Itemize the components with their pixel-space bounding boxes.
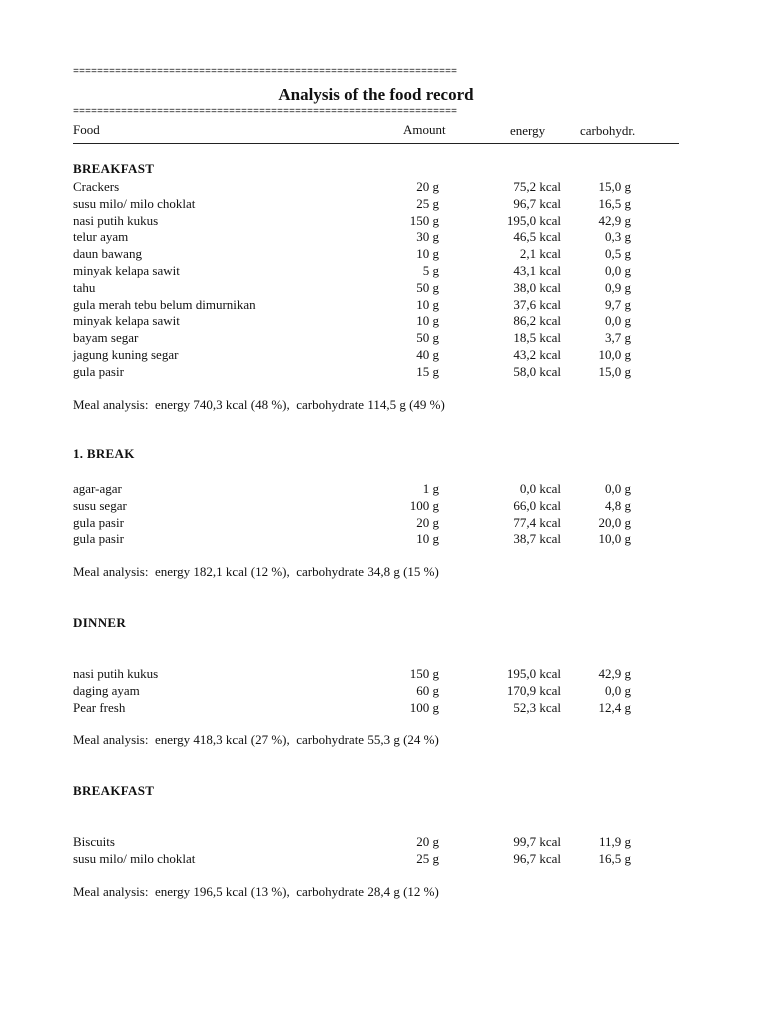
header-energy: energy	[510, 123, 546, 138]
food-energy: 66,0 kcal	[513, 497, 561, 513]
food-energy: 58,0 kcal	[513, 363, 561, 379]
food-row	[73, 195, 679, 212]
food-carbohydrate: 0,0 g	[605, 263, 631, 278]
food-carbohydrate: 0,9 g	[605, 279, 631, 295]
food-row	[73, 279, 679, 296]
top-separator: ================================================================	[73, 67, 458, 78]
header-food: Food	[73, 122, 100, 137]
food-amount: 15 g	[416, 363, 439, 379]
food-amount: 50 g	[416, 279, 439, 295]
food-carbohydrate: 16,5 g	[598, 195, 631, 211]
food-name: gula pasir	[73, 531, 124, 547]
section-title: 1. BREAK	[73, 446, 135, 461]
food-row	[73, 850, 679, 867]
food-energy: 43,1 kcal	[513, 263, 561, 278]
food-amount: 1 g	[422, 481, 439, 496]
food-name: Pear fresh	[73, 699, 126, 715]
food-name: jagung kuning segar	[73, 347, 179, 362]
food-amount: 150 g	[409, 212, 439, 228]
food-energy: 52,3 kcal	[513, 699, 561, 715]
food-amount: 20 g	[416, 179, 439, 194]
food-energy: 75,2 kcal	[513, 179, 561, 194]
food-name: gula pasir	[73, 363, 124, 379]
food-carbohydrate: 10,0 g	[598, 347, 631, 362]
food-row	[73, 245, 679, 262]
food-amount: 50 g	[416, 330, 439, 346]
food-energy: 2,1 kcal	[519, 246, 561, 262]
food-name: nasi putih kukus	[73, 666, 159, 681]
food-row	[73, 497, 679, 514]
food-row	[73, 212, 679, 229]
food-name: susu segar	[73, 497, 127, 513]
food-carbohydrate: 0,5 g	[605, 246, 631, 262]
food-energy: 195,0 kcal	[506, 212, 561, 228]
food-amount: 10 g	[416, 313, 439, 329]
food-carbohydrate: 10,0 g	[598, 531, 631, 547]
section-title: DINNER	[73, 615, 127, 630]
food-carbohydrate: 0,3 g	[605, 229, 631, 245]
food-row	[73, 262, 679, 279]
food-carbohydrate: 11,9 g	[598, 834, 631, 849]
header-amount: Amount	[403, 122, 446, 137]
food-row	[73, 833, 679, 850]
food-row	[73, 699, 679, 716]
food-name: minyak kelapa sawit	[73, 313, 180, 329]
food-name: susu milo/ milo choklat	[73, 195, 196, 211]
food-row	[73, 665, 679, 682]
food-amount: 10 g	[416, 296, 439, 312]
food-amount: 20 g	[416, 834, 439, 849]
meal-analysis: Meal analysis: energy 740,3 kcal (48 %), carbohydrate 114,5 g (49 %)	[73, 396, 445, 412]
food-energy: 46,5 kcal	[513, 229, 561, 245]
food-row	[73, 228, 679, 245]
food-energy: 170,9 kcal	[506, 682, 561, 698]
food-amount: 20 g	[416, 514, 439, 530]
section-title: BREAKFAST	[73, 783, 155, 798]
food-carbohydrate: 16,5 g	[598, 850, 631, 866]
food-row	[73, 530, 679, 547]
food-record-page	[73, 67, 679, 899]
food-energy: 99,7 kcal	[513, 834, 561, 849]
food-carbohydrate: 15,0 g	[598, 179, 631, 194]
food-name: daun bawang	[73, 246, 142, 262]
title-separator: ================================================================	[73, 107, 458, 118]
food-energy: 195,0 kcal	[506, 666, 561, 681]
food-row	[73, 682, 679, 699]
food-carbohydrate: 12,4 g	[598, 699, 631, 715]
food-carbohydrate: 3,7 g	[605, 330, 631, 346]
food-row	[73, 312, 679, 329]
header-carbohydrate: carbohydr.	[580, 123, 636, 138]
food-name: minyak kelapa sawit	[73, 263, 180, 278]
meal-analysis: Meal analysis: energy 182,1 kcal (12 %), carbohydrate 34,8 g (15 %)	[73, 564, 439, 580]
food-amount: 100 g	[409, 497, 439, 513]
food-energy: 38,0 kcal	[513, 279, 561, 295]
food-amount: 10 g	[416, 531, 439, 547]
food-amount: 10 g	[416, 246, 439, 262]
food-name: tahu	[73, 279, 96, 295]
food-name: agar-agar	[73, 481, 122, 496]
food-energy: 86,2 kcal	[513, 313, 561, 329]
food-amount: 150 g	[409, 666, 439, 681]
food-energy: 96,7 kcal	[513, 195, 561, 211]
meal-analysis: Meal analysis: energy 196,5 kcal (13 %), carbohydrate 28,4 g (12 %)	[73, 883, 439, 899]
food-name: Crackers	[73, 179, 120, 194]
food-carbohydrate: 15,0 g	[598, 363, 631, 379]
food-energy: 38,7 kcal	[513, 531, 561, 547]
food-row	[73, 346, 679, 363]
food-amount: 100 g	[409, 699, 439, 715]
food-name: Biscuits	[73, 834, 115, 849]
food-carbohydrate: 0,0 g	[605, 682, 631, 698]
document-title: Analysis of the food record	[278, 85, 474, 104]
food-amount: 25 g	[416, 195, 439, 211]
food-name: bayam segar	[73, 330, 139, 346]
food-name: daging ayam	[73, 682, 140, 698]
food-energy: 37,6 kcal	[513, 296, 561, 312]
food-energy: 18,5 kcal	[513, 330, 561, 346]
food-carbohydrate: 0,0 g	[605, 481, 631, 496]
food-row	[73, 178, 679, 195]
food-row	[73, 296, 679, 313]
food-name: gula pasir	[73, 514, 124, 530]
food-carbohydrate: 4,8 g	[605, 497, 631, 513]
food-amount: 25 g	[416, 850, 439, 866]
section-title: BREAKFAST	[73, 161, 155, 176]
food-name: susu milo/ milo choklat	[73, 850, 196, 866]
food-name: nasi putih kukus	[73, 212, 159, 228]
meal-analysis: Meal analysis: energy 418,3 kcal (27 %), carbohydrate 55,3 g (24 %)	[73, 732, 439, 748]
food-name: gula merah tebu belum dimurnikan	[73, 296, 256, 312]
food-carbohydrate: 0,0 g	[605, 313, 631, 329]
food-name: telur ayam	[73, 229, 129, 245]
food-amount: 60 g	[416, 682, 439, 698]
food-energy: 96,7 kcal	[513, 850, 561, 866]
food-carbohydrate: 42,9 g	[598, 212, 631, 228]
food-energy: 77,4 kcal	[513, 514, 561, 530]
food-amount: 40 g	[416, 347, 439, 362]
food-row	[73, 514, 679, 531]
food-amount: 30 g	[416, 229, 439, 245]
food-energy: 0,0 kcal	[519, 481, 561, 496]
food-energy: 43,2 kcal	[513, 347, 561, 362]
food-carbohydrate: 9,7 g	[605, 296, 631, 312]
food-row	[73, 480, 679, 497]
food-carbohydrate: 42,9 g	[598, 666, 631, 681]
food-carbohydrate: 20,0 g	[598, 514, 631, 530]
food-row	[73, 329, 679, 346]
header-rule	[73, 143, 679, 144]
column-header	[73, 120, 679, 140]
food-amount: 5 g	[422, 263, 439, 278]
food-row	[73, 363, 679, 380]
